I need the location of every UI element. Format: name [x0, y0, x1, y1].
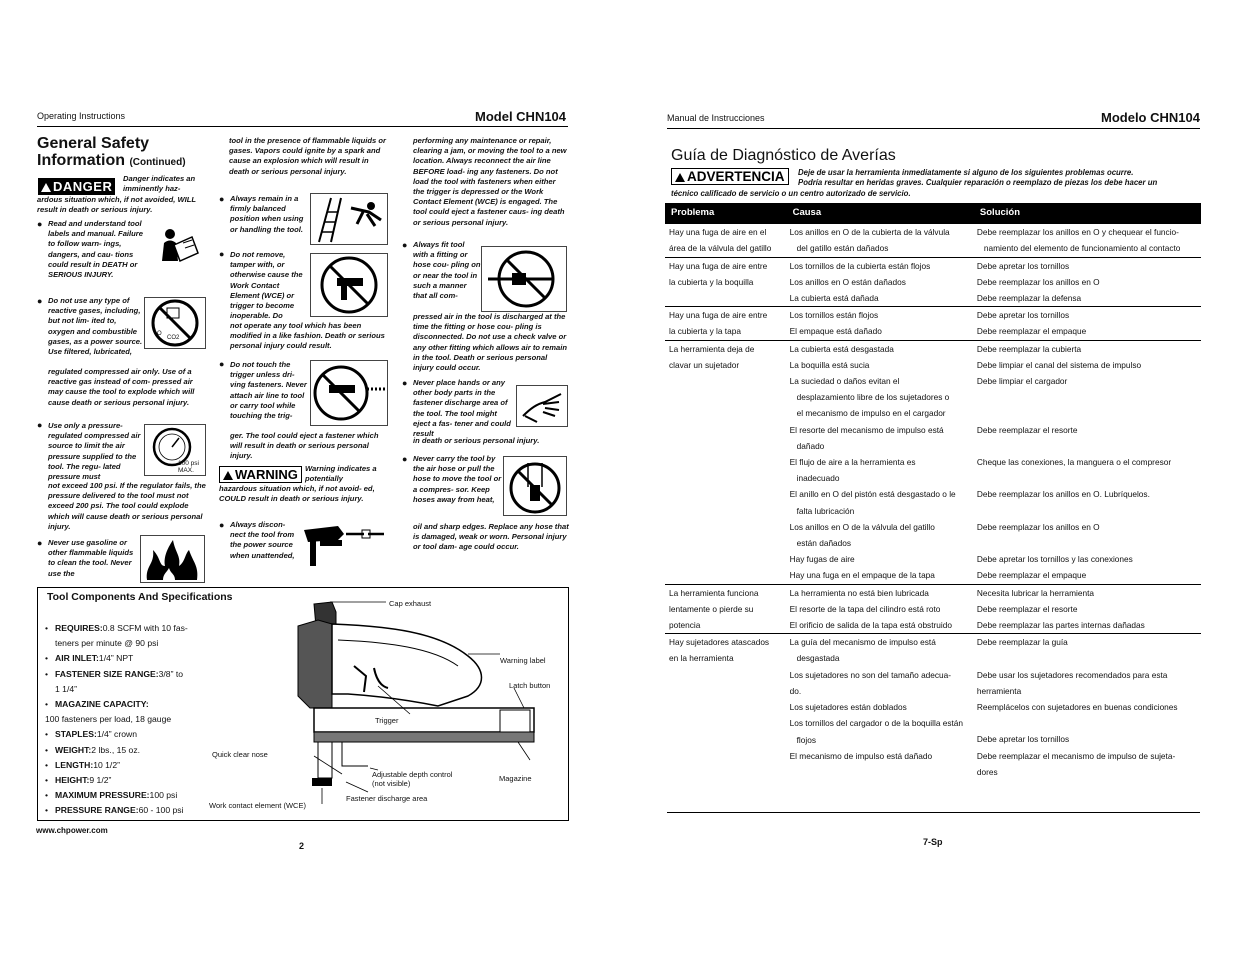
header-rule — [37, 126, 568, 127]
bullet-disconnect: Always discon- nect the tool from the power source when unattended, — [230, 520, 295, 560]
solucion-line — [977, 535, 1198, 551]
cell-causa — [787, 224, 974, 257]
problema-line: potencia — [669, 620, 701, 631]
bullet-wce-cont: not operate any tool which has been modified in a like fashion. Death or serious personal injury could result. — [230, 321, 385, 351]
problema-line: Hay una fuga de aire en el — [669, 227, 767, 238]
callout-magazine: Magazine — [499, 774, 532, 783]
problema-line: área de la válvula del gatillo — [669, 243, 772, 254]
causa-line: Los anillos en O de la cubierta de la válvula — [789, 227, 950, 238]
danger-text: Danger indicates an imminently haz- — [123, 174, 196, 194]
bullet-fitting-cont: pressed air in the tool is discharged at the time the fitting or hose cou- pling is disconnected. Do not use a check valve or any other fitting which allows air to remain in the tool. Death or serious personal injury could occur. — [413, 312, 568, 373]
cell-solucion — [974, 584, 1201, 634]
causa-line: La guía del mecanismo de impulso está — [789, 637, 936, 648]
bullet-trigger-cont: ger. The tool could eject a fastener which will result in death or serious personal injury. — [230, 431, 379, 461]
title-line-2: Information — [37, 152, 125, 169]
header-model: Modelo CHN104 — [1101, 110, 1200, 125]
spec-item: • AIR INLET:1/4” NPT — [45, 651, 215, 666]
causa-line: La cubierta está dañada — [789, 293, 879, 304]
danger-badge: DANGER — [38, 178, 115, 196]
problema-line: La herramienta deja de — [669, 343, 755, 354]
bullet-hands-cont: in death or serious personal injury. — [413, 436, 540, 445]
solucion-line — [977, 715, 1198, 731]
title-line-1: General Safety — [37, 135, 150, 152]
warning-text: Warning indicates a potentially — [305, 464, 377, 484]
solucion-line: Debe reemplazar los anillos en O — [976, 521, 1100, 532]
solucion-line: Necesita lubricar la herramienta — [976, 587, 1095, 598]
solucion-line: herramienta — [976, 685, 1022, 696]
callout-wce: Work contact element (WCE) — [209, 801, 306, 810]
causa-line: inadecuado — [796, 473, 840, 484]
solucion-line: Debe reemplazar los anillos en O — [976, 276, 1100, 287]
bullet-icon: ● — [219, 520, 225, 530]
column-header-problema: Problema — [665, 203, 787, 224]
solucion-line: Debe reemplazar la guía — [976, 637, 1068, 648]
spec-item: • FASTENER SIZE RANGE:3/8” to 1 1/4” — [45, 667, 215, 697]
o-label: O — [157, 331, 162, 337]
no-check-valve-icon — [481, 246, 567, 312]
solucion-line: Debe reemplazar el resorte — [976, 603, 1078, 614]
problema-line: La herramienta funciona — [669, 587, 759, 598]
problema-line: Hay una fuga de aire entre — [669, 260, 768, 271]
bullet-hands: Never place hands or any other body parts in the fastener discharge area of the tool. The tool might eject a fas- tener and could result — [413, 378, 511, 439]
spec-item: • STAPLES:1/4” crown — [45, 727, 215, 742]
problema-line: lentamente o pierde su — [669, 603, 754, 614]
callout-trigger: Trigger — [375, 716, 399, 725]
advertencia-text: Deje de usar la herramienta inmediatamente si alguno de los siguientes problemas ocurre. Podría resultar en heridas graves. Cualquier reparación o reemplazo de piezas los debe hacer un — [798, 168, 1158, 188]
bullet-icon: ● — [37, 538, 43, 548]
alert-triangle-icon — [41, 183, 51, 192]
bullet-icon: ● — [402, 378, 408, 388]
causa-line: Los anillos en O de la válvula del gatillo — [789, 521, 935, 532]
callout-latch-button: Latch button — [509, 681, 551, 690]
left-page — [0, 0, 610, 954]
causa-line: Los sujetadores no son del tamaño adecua- — [789, 669, 952, 680]
bullet-gasoline: Never use gasoline or other flammable liquids to clean the tool. Never use the — [48, 538, 134, 578]
advertencia-badge: ADVERTENCIA — [671, 168, 789, 186]
solucion-line: Debe reemplazar los anillos en O. Lubríquelos. — [976, 489, 1150, 500]
table-row — [665, 307, 1201, 340]
solucion-line: dores — [976, 766, 998, 777]
ladder-fall-icon — [310, 193, 388, 245]
solucion-line: Reemplácelos con sujetadores en buenas condiciones — [976, 702, 1178, 713]
cell-problema — [665, 634, 787, 780]
solucion-line: Debe apretar los tornillos — [976, 310, 1070, 321]
table-row — [665, 634, 1201, 780]
cell-solucion — [974, 340, 1201, 584]
problema-line: la cubierta y la tapa — [669, 326, 741, 337]
bullet-hose-cont: oil and sharp edges. Replace any hose that is damaged, weak or worn. Personal injury or tool dam- age could occur. — [413, 522, 569, 552]
causa-line: El resorte del mecanismo de impulso está — [789, 424, 944, 435]
maintenance-text: performing any maintenance or repair, clearing a jam, or moving the tool to a new location. Always reconnect the air line BEFORE load- ing any fasteners. Do not load the tool with fasteners when either the trigger is depressed or the Work Contact Element (WCE) is engaged. The tool could eject a fastener caus- ing death or serious personal injury. — [413, 136, 567, 227]
solucion-line: Debe reemplazar los anillos en O y chequear el funcio- — [976, 227, 1179, 238]
troubleshooting-table — [665, 203, 1201, 780]
page-number: 2 — [299, 841, 305, 851]
solucion-line — [977, 650, 1198, 666]
bullet-reactive-gases: Do not use any type of reactive gases, including, but not lim- ited to, oxygen and combustible gases, as a power source. Use filtered, lubricated, — [48, 296, 143, 357]
pressure-gauge-icon — [144, 424, 206, 476]
warning-text-cont: hazardous situation which, if not avoid- ed, COULD result in death or serious injury. — [219, 484, 375, 504]
bullet-icon: ● — [402, 240, 408, 250]
section-title — [37, 135, 217, 171]
bullet-icon: ● — [37, 296, 43, 306]
bullet-balanced: Always remain in a firmly balanced position when using or handling the tool. — [230, 194, 304, 234]
advertencia-text-cont: técnico calificado de servicio o un centro autorizado de servicio. — [671, 189, 911, 198]
solucion-line — [977, 470, 1198, 486]
solucion-line — [977, 405, 1198, 421]
bullet-pressure-cont: not exceed 100 psi. If the regulator fails, the pressure delivered to the tool must not exceed 200 psi. The tool could explode which will cause death or serious personal injury. — [48, 481, 206, 531]
problema-line: en la herramienta — [669, 653, 734, 664]
danger-text-cont: ardous situation which, if not avoided, WILL result in death or serious injury. — [37, 195, 196, 215]
causa-line: dañado — [796, 440, 825, 451]
causa-line: El empaque está dañado — [789, 326, 882, 337]
causa-line: Los tornillos están flojos — [789, 310, 879, 321]
cell-causa — [787, 340, 974, 584]
bullet-fitting: Always fit tool with a fitting or hose cou- pling on or near the tool in such a manner that all com- — [413, 240, 481, 301]
hand-icon — [516, 385, 568, 427]
problema-line: Hay una fuga de aire entre — [669, 310, 768, 321]
causa-line: falta lubricación — [796, 505, 855, 516]
header-model: Model CHN104 — [475, 109, 567, 124]
footer-url: www.chpower.com — [36, 826, 108, 835]
bullet-icon: ● — [37, 420, 43, 430]
causa-line: El mecanismo de impulso está dañado — [789, 750, 933, 761]
problema-line: la cubierta y la boquilla — [669, 276, 754, 287]
solucion-line: Debe reemplazar el mecanismo de impulso de sujeta- — [976, 750, 1176, 761]
causa-line: El orificio de salida de la tapa está obstruido — [789, 620, 952, 631]
no-tamper-icon — [310, 253, 388, 317]
column-header-causa: Causa — [787, 203, 974, 224]
solucion-line: Debe reemplazar la defensa — [976, 293, 1082, 304]
spec-item: • HEIGHT:9 1/2” — [45, 773, 215, 788]
causa-line: Hay una fuga en el empaque de la tapa — [789, 570, 935, 581]
table-row — [665, 224, 1201, 257]
spec-item: • REQUIRES:0.8 SCFM with 10 fas- teners per minute @ 90 psi — [45, 621, 215, 651]
header-rule — [667, 128, 1200, 129]
problema-line: clavar un sujetador — [669, 359, 740, 370]
causa-line: están dañados — [796, 538, 852, 549]
bullet-hose: Never carry the tool by the air hose or pull the hose to move the tool or a compres- sor. Keep hoses away from heat, — [413, 454, 502, 504]
spec-item: • MAGAZINE CAPACITY: 100 fasteners per load, 18 gauge — [45, 697, 215, 727]
gauge-label: 100 psi MAX. — [178, 460, 199, 474]
solucion-line: Debe usar los sujetadores recomendados para esta — [976, 669, 1168, 680]
alert-triangle-icon — [675, 173, 685, 182]
bullet-icon: ● — [37, 219, 43, 229]
title-continued: (Continued) — [129, 157, 186, 168]
spec-item: • PRESSURE RANGE:60 - 100 psi — [45, 803, 215, 818]
solucion-line: Debe reemplazar las partes internas dañadas — [976, 620, 1145, 631]
causa-line: desplazamiento libre de los sujetadores o — [796, 392, 950, 403]
cell-problema — [665, 584, 787, 634]
bullet-icon: ● — [219, 194, 225, 204]
solucion-line: namiento del elemento de funcionamiento al contacto — [983, 243, 1181, 254]
bullet-pressure: Use only a pressure- regulated compressed air source to limit the air pressure supplied to the tool. The regu- lated pressure must — [48, 421, 141, 482]
solucion-line: Debe reemplazar el resorte — [976, 424, 1078, 435]
disconnect-tool-icon — [298, 516, 386, 572]
page-number: 7-Sp — [923, 837, 943, 847]
causa-line: Los tornillos del cargador o de la boquilla están — [789, 718, 964, 729]
solucion-line: Debe apretar los tornillos y las conexiones — [976, 554, 1133, 565]
callout-warning-label: Warning label — [500, 656, 546, 665]
page-title: Guía de Diagnóstico de Averías — [671, 147, 896, 164]
bullet-icon: ● — [219, 359, 225, 369]
bullet-icon: ● — [402, 454, 408, 464]
no-carry-by-hose-icon — [503, 456, 567, 516]
causa-line: Los anillos en O están dañados — [789, 276, 906, 287]
solucion-line: Debe apretar los tornillos — [976, 734, 1070, 745]
callout-fastener-discharge: Fastener discharge area — [346, 794, 428, 803]
cell-solucion — [974, 307, 1201, 340]
read-manual-icon — [156, 221, 202, 267]
header-left: Operating Instructions — [37, 111, 126, 121]
alert-triangle-icon — [223, 471, 233, 480]
causa-line: La cubierta está desgastada — [789, 343, 894, 354]
column-header-solucion: Solución — [974, 203, 1201, 224]
tool-components-box — [37, 587, 569, 821]
warning-badge: WARNING — [219, 466, 302, 484]
causa-line: Hay fugas de aire — [789, 554, 855, 565]
bullet-reactive-gases-cont: regulated compressed air only. Use of a reactive gas instead of com- pressed air may cause the tool to explode which will cause death or serious personal injury. — [48, 367, 195, 407]
cell-solucion — [974, 634, 1201, 780]
spec-item: • MAXIMUM PRESSURE:100 psi — [45, 788, 215, 803]
bullet-trigger: Do not touch the trigger unless dri- ving fasteners. Never attach air line to tool or carry tool while touching the trig- — [230, 360, 307, 421]
causa-line: La herramienta no está bien lubricada — [789, 587, 929, 598]
header-left: Manual de Instrucciones — [667, 113, 765, 123]
table-row — [665, 340, 1201, 584]
causa-line: do. — [789, 685, 802, 696]
cell-problema — [665, 224, 787, 257]
cell-solucion — [974, 224, 1201, 257]
causa-line: el mecanismo de impulso en el cargador — [796, 408, 946, 419]
no-gas-icon — [144, 297, 206, 349]
bottom-rule — [667, 812, 1200, 813]
table-row — [665, 584, 1201, 634]
solucion-line — [977, 503, 1198, 519]
no-touch-trigger-icon — [310, 360, 388, 426]
problema-line: Hay sujetadores atascados — [669, 637, 770, 648]
causa-line — [790, 764, 971, 780]
solucion-line — [977, 438, 1198, 454]
flame-icon — [140, 535, 205, 583]
cell-problema — [665, 257, 787, 307]
flammable-text: tool in the presence of flammable liquids or gases. Vapors could ignite by a spark and cause an explosion which will result in death or serious personal injury. — [229, 136, 386, 176]
spec-item: • LENGTH:10 1/2” — [45, 758, 215, 773]
causa-line: La suciedad o daños evitan el — [789, 376, 900, 387]
right-page — [625, 0, 1235, 954]
callout-quick-clear-nose: Quick clear nose — [212, 750, 268, 759]
cell-causa — [787, 257, 974, 307]
solucion-line: Debe apretar los tornillos — [976, 260, 1070, 271]
causa-line: El flujo de aire a la herramienta es — [789, 457, 916, 468]
cell-solucion — [974, 257, 1201, 307]
causa-line: desgastada — [796, 653, 840, 664]
solucion-line: Debe reemplazar la cubierta — [976, 343, 1082, 354]
bullet-read-manual: Read and understand tool labels and manual. Failure to follow warn- ings, dangers, and cau- tions could result in DEATH or SERIOUS INJURY. — [48, 219, 143, 280]
table-row — [665, 257, 1201, 307]
bullet-icon: ● — [219, 249, 225, 259]
co2-label: CO2 — [167, 335, 180, 341]
causa-line: Los sujetadores están doblados — [789, 702, 907, 713]
solucion-line: Debe reemplazar el empaque — [976, 570, 1087, 581]
solucion-line — [977, 389, 1198, 405]
cell-problema — [665, 307, 787, 340]
causa-line: La boquilla está sucia — [789, 359, 870, 370]
causa-line: El resorte de la tapa del cilindro está roto — [789, 603, 941, 614]
callout-cap-exhaust: Cap exhaust — [389, 599, 432, 608]
causa-line: flojos — [796, 734, 816, 745]
cell-problema — [665, 340, 787, 584]
specs-title: Tool Components And Specifications — [47, 591, 233, 603]
causa-line: El anillo en O del pistón está desgastado o le — [789, 489, 956, 500]
cell-causa — [787, 584, 974, 634]
cell-causa — [787, 634, 974, 780]
solucion-line: Debe limpiar el canal del sistema de impulso — [976, 359, 1142, 370]
causa-line: del gatillo están dañados — [796, 243, 889, 254]
solucion-line: Cheque las conexiones, la manguera o el compresor — [976, 457, 1172, 467]
bullet-wce: Do not remove, tamper with, or otherwise cause the Work Contact Element (WCE) or trigger to become inoperable. Do — [230, 250, 303, 321]
solucion-line: Debe limpiar el cargador — [976, 376, 1068, 387]
specs-list — [45, 621, 215, 819]
cell-causa — [787, 307, 974, 340]
callout-adjustable-depth: Adjustable depth control (not visible) — [372, 770, 453, 788]
table-header-row — [665, 203, 1201, 224]
spec-item: • WEIGHT:2 lbs., 15 oz. — [45, 743, 215, 758]
solucion-line: Debe reemplazar el empaque — [976, 326, 1087, 337]
causa-line: Los tornillos de la cubierta están flojos — [789, 260, 931, 271]
